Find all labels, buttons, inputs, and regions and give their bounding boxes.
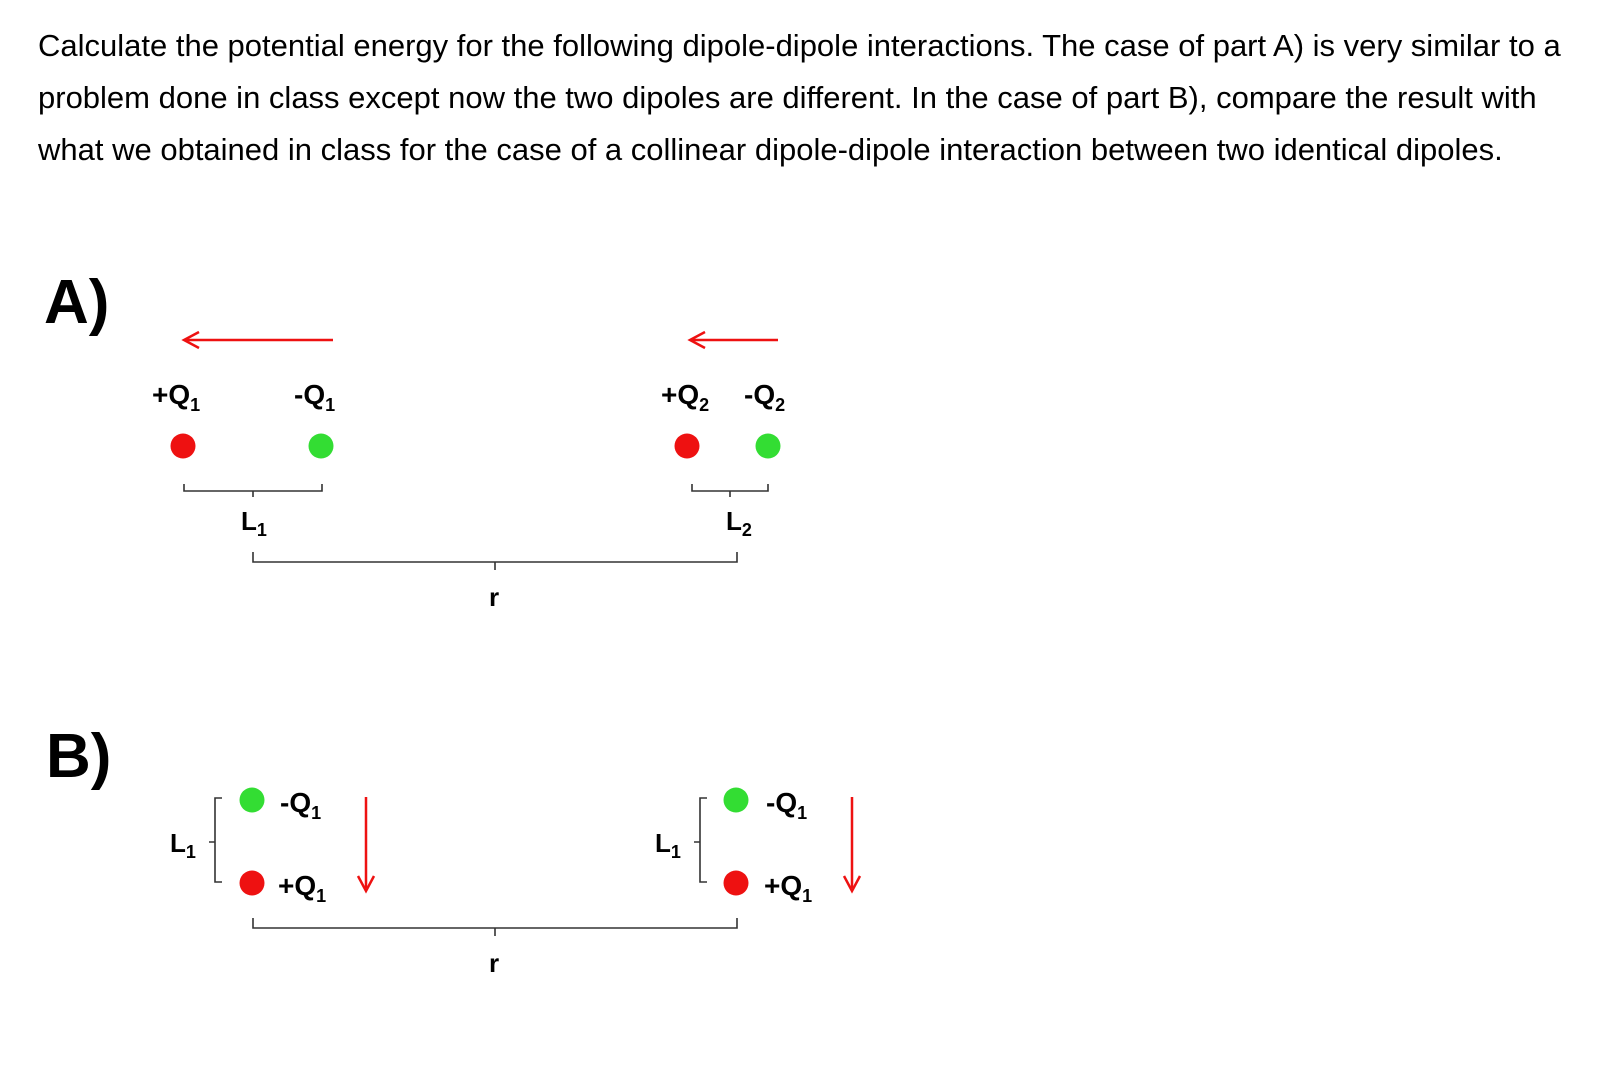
part-a-dipole1-negative-charge [309, 434, 334, 459]
part-b-dipole1-negative-charge [240, 788, 265, 813]
part-b-dipole1-pos-label: $+Q_1$ [278, 870, 327, 906]
part-b-dipole1-l1-label: $L_1$ [170, 828, 196, 862]
part-b-dipole1-neg-label: $-Q_1$ [280, 787, 322, 823]
part-a-l1-bracket [184, 484, 322, 497]
part-a-dipole2-negative-charge [756, 434, 781, 459]
part-b-r-label: r [489, 948, 500, 978]
part-a-l1-label: $L_1$ [241, 506, 267, 540]
part-a-dipole1-pos-label: $+Q_1$ [152, 379, 201, 415]
part-a-label: A) [44, 268, 110, 337]
part-b-dipole1-positive-charge [240, 871, 265, 896]
part-b-dipole2-pos-label: $+Q_1$ [764, 870, 813, 906]
part-b-dipole2-l1-bracket [694, 798, 707, 882]
part-a-l2-bracket [692, 484, 768, 497]
part-a-dipole1-neg-label: $-Q_1$ [294, 379, 336, 415]
part-b-dipole2-positive-charge [724, 871, 749, 896]
part-b-dipole2-l1-label: $L_1$ [655, 828, 681, 862]
part-a-dipole1-positive-charge [171, 434, 196, 459]
part-a-dipole2-positive-charge [675, 434, 700, 459]
part-b-dipole2-neg-label: $-Q_1$ [766, 787, 808, 823]
part-b-dipole1-l1-bracket [209, 798, 222, 882]
part-a-r-label: r [489, 582, 500, 612]
part-a-dipole2-pos-label: $+Q_2$ [661, 379, 710, 415]
part-a-r-bracket [253, 552, 737, 570]
part-b-label: B) [46, 722, 112, 791]
part-b-r-bracket [253, 918, 737, 936]
part-a-dipole2-neg-label: $-Q_2$ [744, 379, 786, 415]
problem-statement: Calculate the potential energy for the following dipole-dipole interactions. The case of part A) is very similar to a problem done in class except now the two dipoles are different. In the case of part B), compare the result with what we obtained in class for the case of a collinear dipole-dipole interaction between two identical dipoles. [38, 28, 1561, 167]
part-a-l2-label: $L_2$ [726, 506, 752, 540]
part-b-dipole2-negative-charge [724, 788, 749, 813]
